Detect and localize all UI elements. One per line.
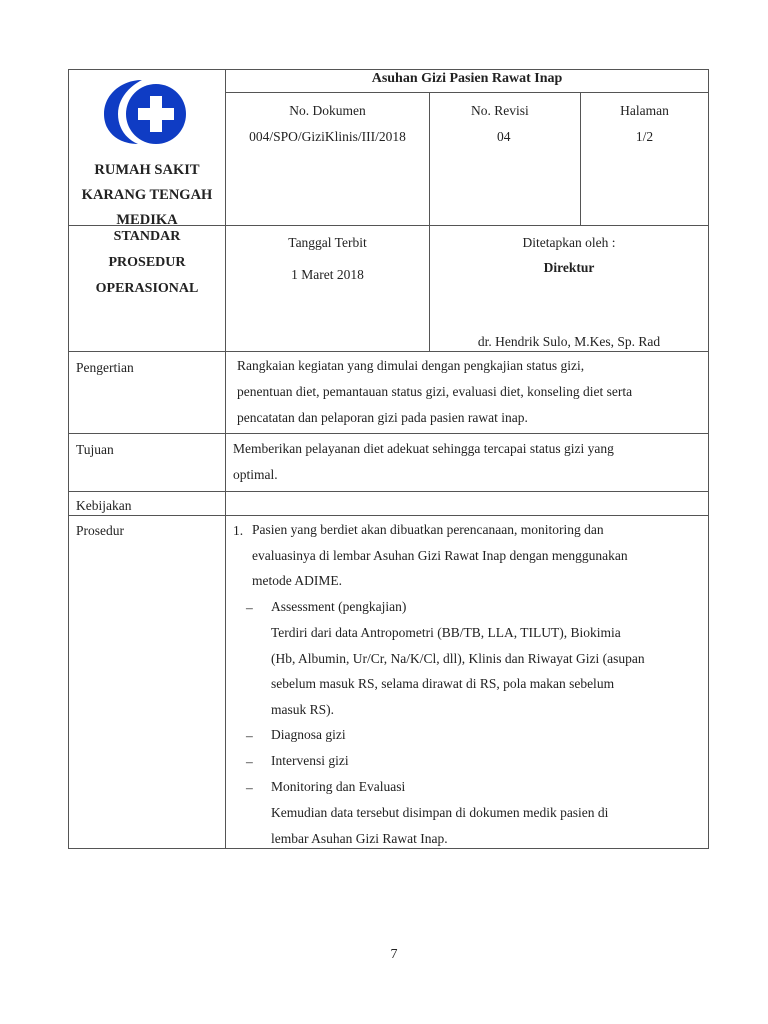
kebijakan-label: Kebijakan (76, 498, 132, 513)
tujuan-label: Tujuan (76, 442, 114, 457)
approved-label: Ditetapkan oleh : (522, 235, 616, 250)
bullet-dash: – (246, 754, 253, 769)
bullet-title: Monitoring dan Evaluasi (271, 779, 406, 794)
text-line: sebelum masuk RS, selama dirawat di RS, pola makan sebelum (271, 676, 615, 691)
prosedur-number: 1. (233, 523, 244, 538)
text-line: pencatatan dan pelaporan gizi pada pasien rawat inap. (237, 410, 528, 425)
page-value: 1/2 (635, 129, 654, 144)
document-title: Asuhan Gizi Pasien Rawat Inap (371, 71, 563, 86)
text-line: lembar Asuhan Gizi Rawat Inap. (271, 830, 448, 846)
approved-name: dr. Hendrik Sulo, M.Kes, Sp. Rad (477, 334, 661, 349)
text-line: Terdiri dari data Antropometri (BB/TB, LLA, TILUT), Biokimia (271, 625, 621, 640)
revision-value: 04 (497, 129, 511, 144)
revision-label: No. Revisi (471, 103, 529, 118)
bullet-body (271, 800, 701, 851)
pengertian-text (237, 353, 701, 431)
page-label: Halaman (620, 103, 669, 118)
text-line: Kemudian data tersebut disimpan di dokumen medik pasien di (271, 805, 609, 820)
text-line: metode ADIME. (252, 573, 342, 588)
issue-date-label: Tanggal Terbit (288, 235, 367, 250)
text-line: Memberikan pelayanan diet adekuat sehingga tercapai status gizi yang (233, 441, 614, 456)
hospital-name (70, 158, 224, 233)
text-line: Rangkaian kegiatan yang dimulai dengan pengkajian status gizi, (237, 358, 585, 373)
bullet-dash: – (246, 780, 253, 795)
text-line: optimal. (233, 467, 278, 482)
sop-label-line: OPERASIONAL (95, 281, 199, 296)
doc-no-label: No. Dokumen (289, 103, 366, 118)
sop-label-line: STANDAR (113, 229, 181, 244)
doc-no-value: 004/SPO/GiziKlinis/III/2018 (249, 129, 406, 144)
approved-role: Direktur (543, 260, 595, 275)
hospital-name-line: MEDIKA (116, 212, 178, 228)
tujuan-text (233, 436, 701, 488)
page-number: 7 (390, 947, 398, 962)
sop-label-line: PROSEDUR (108, 255, 186, 270)
hospital-name-line: KARANG TENGAH (81, 187, 213, 203)
bullet-title: Diagnosa gizi (271, 727, 346, 742)
bullet-dash: – (246, 728, 253, 743)
bullet-title: Intervensi gizi (271, 753, 349, 768)
issue-date-value: 1 Maret 2018 (291, 267, 364, 282)
bullet-body (271, 620, 701, 722)
prosedur-intro (252, 517, 701, 594)
hospital-logo (98, 76, 198, 148)
text-line: masuk RS). (271, 701, 335, 717)
pengertian-label: Pengertian (76, 360, 134, 375)
bullet-title: Assessment (pengkajian) (271, 599, 407, 614)
text-line: evaluasinya di lembar Asuhan Gizi Rawat Inap dengan menggunakan (252, 547, 628, 563)
sop-label (70, 224, 224, 302)
text-line: Pasien yang berdiet akan dibuatkan perencanaan, monitoring dan (252, 522, 604, 537)
text-line: penentuan diet, pemantauan status gizi, evaluasi diet, konseling diet serta (237, 384, 633, 399)
bullet-dash: – (246, 600, 253, 615)
prosedur-label: Prosedur (76, 523, 124, 538)
text-line: (Hb, Albumin, Ur/Cr, Na/K/Cl, dll), Klinis dan Riwayat Gizi (asupan (271, 650, 645, 666)
hospital-name-line: RUMAH SAKIT (94, 162, 200, 178)
